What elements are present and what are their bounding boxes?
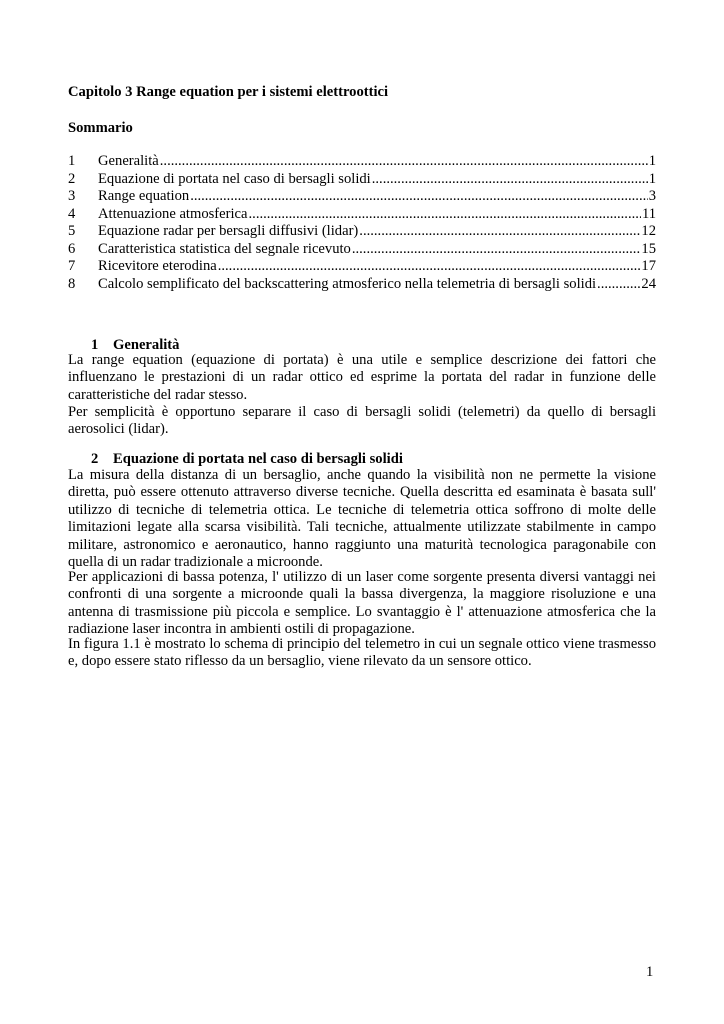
toc-entry[interactable] [68,241,656,259]
toc-leader-dots [218,258,641,276]
toc-entry-number: 3 [68,188,76,204]
toc-leader-dots [372,171,648,189]
toc-entry-number: 4 [68,205,76,222]
toc-entry[interactable] [68,153,656,171]
page-number: 1 [646,964,654,980]
toc-entry-page: 17 [641,258,656,274]
section-number: 1 [91,337,99,353]
table-of-contents [68,153,656,293]
toc-entry-title: Generalità [98,153,159,169]
toc-entry[interactable] [68,223,656,241]
toc-leader-dots [352,241,641,259]
toc-entry-title: Range equation [98,188,190,204]
paragraph: La range equation (equazione di portata) è una utile e semplice descrizione dei fattori che influenzano le prestazioni di un radar ottico ed esprime la portata del radar in funzione delle caratteristiche del radar stesso. [68,352,656,403]
toc-entry-number: 6 [68,240,76,257]
toc-entry[interactable] [68,276,656,294]
toc-entry-number: 2 [68,170,76,187]
toc-leader-dots [597,276,640,294]
toc-entry-title: Caratteristica statistica del segnale ricevuto [98,240,351,257]
toc-entry-page: 15 [641,240,656,257]
toc-entry[interactable] [68,171,656,189]
toc-entry-number: 8 [68,275,76,292]
toc-leader-dots [190,188,648,206]
toc-entry[interactable] [68,188,656,206]
paragraph: Per semplicità è opportuno separare il caso di bersagli solidi (telemetri) da quello di bersagli aerosolici (lidar). [68,404,656,438]
section-number: 2 [91,451,99,467]
toc-entry-page: 3 [648,188,656,204]
section-title: Generalità [113,337,180,353]
section-heading [91,451,403,468]
toc-entry-title: Calcolo semplificato del backscattering atmosferico nella telemetria di bersagli solidi [98,275,597,292]
paragraph: La misura della distanza di un bersaglio, anche quando la visibilità non ne permette la visione diretta, può essere ottenuto attraverso diverse tecniche. Quella descritta ed esaminata è basata sull' utilizzo di tecniche di telemetria ottica. Le tecniche di telemetria ottica soffrono di molte delle limitazioni legate alla scarsa visibilità. Tali tecniche, attualmente utilizzate stabilmente in campo militare, astronomico e aeronautico, hanno raggiunto una maturità tecnologica paragonabile con quella di un radar tradizionale a microonde. [68,467,656,571]
toc-entry-number: 1 [68,153,76,169]
toc-entry-title: Ricevitore eterodina [98,258,217,274]
toc-entry-number: 5 [68,223,76,239]
paragraph: In figura 1.1 è mostrato lo schema di principio del telemetro in cui un segnale ottico viene trasmesso e, dopo essere stato riflesso da un bersaglio, viene rilevato da un sensore ottico. [68,636,656,670]
toc-entry[interactable] [68,206,656,224]
toc-entry-page: 1 [648,170,656,187]
paragraph: Per applicazioni di bassa potenza, l' utilizzo di un laser come sorgente presenta diversi vantaggi nei confronti di una sorgente a microonde quali la bassa divergenza, la maggiore risoluzione e una antenna di trasmissione più piccola e semplice. Lo svantaggio è l' attenuazione atmosferica che la radiazione laser incontra in ambienti ostili di propagazione. [68,569,656,638]
toc-entry-page: 1 [648,153,656,169]
toc-title: Sommario [68,120,133,136]
toc-entry-page: 11 [641,205,656,222]
toc-entry-page: 24 [641,275,656,292]
chapter-title: Capitolo 3 Range equation per i sistemi elettroottici [68,84,389,100]
toc-entry-title: Equazione radar per bersagli diffusivi (lidar) [98,223,359,239]
toc-entry-title: Attenuazione atmosferica [98,205,248,222]
section-title: Equazione di portata nel caso di bersagli solidi [113,451,403,467]
toc-leader-dots [160,153,648,171]
toc-entry[interactable] [68,258,656,276]
toc-entry-number: 7 [68,258,76,274]
toc-entry-title: Equazione di portata nel caso di bersagli solidi [98,170,371,187]
toc-entry-page: 12 [641,223,656,239]
toc-leader-dots [249,206,641,224]
toc-leader-dots [359,223,640,241]
